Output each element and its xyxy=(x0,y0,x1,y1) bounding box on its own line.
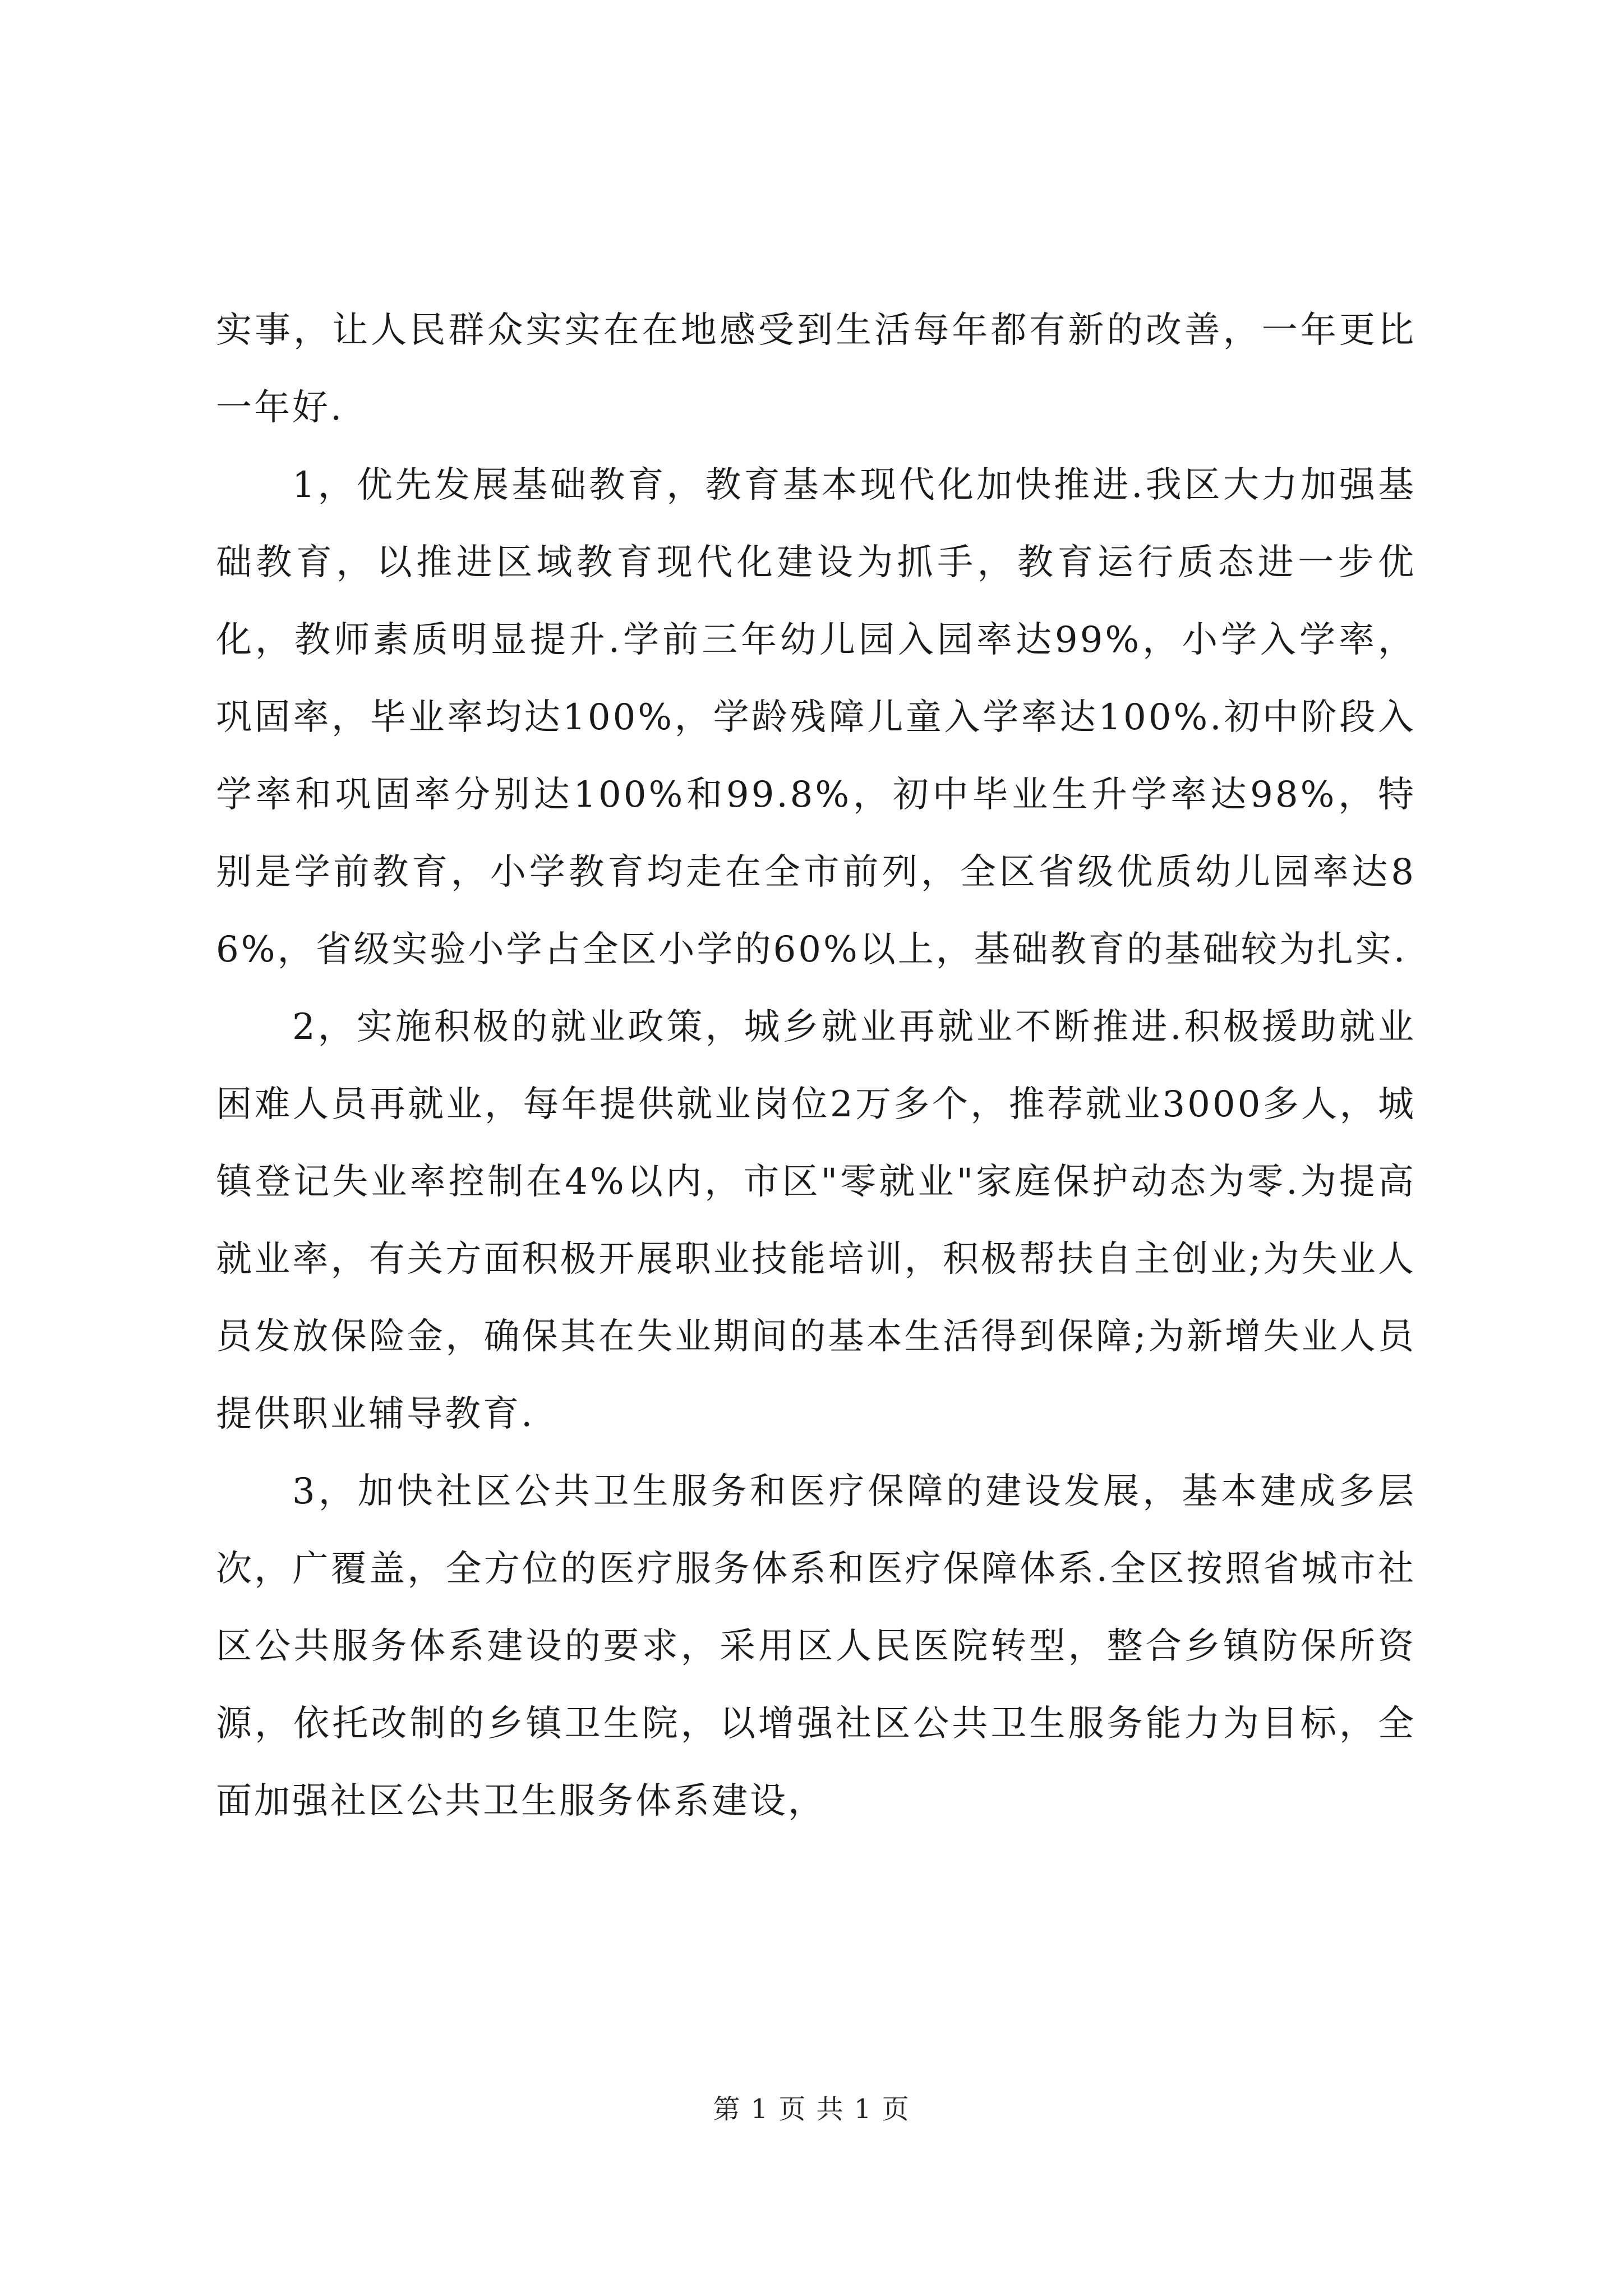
document-body xyxy=(216,292,1416,1840)
page-number-footer: 第 1 页 共 1 页 xyxy=(713,2093,910,2125)
paragraph-education: 1，优先发展基础教育，教育基本现代化加快推进.我区大力加强基础教育，以推进区域教育现代化建设为抓手，教育运行质态进一步优化，教师素质明显提升.学前三年幼儿园入园率达99%，小学入学率，巩固率，毕业率均达100%，学龄残障儿童入学率达100%.初中阶段入学率和巩固率分别达100%和99.8%，初中毕业生升学率达98%，特别是学前教育，小学教育均走在全市前列，全区省级优质幼儿园率达86%，省级实验小学占全区小学的60%以上，基础教育的基础较为扎实. xyxy=(216,464,1416,970)
paragraph-employment: 2，实施积极的就业政策，城乡就业再就业不断推进.积极援助就业困难人员再就业，每年提供就业岗位2万多个，推荐就业3000多人，城镇登记失业率控制在4%以内，市区"零就业"家庭保护动态为零.为提高就业率，有关方面积极开展职业技能培训，积极帮扶自主创业;为失业人员发放保险金，确保其在失业期间的基本生活得到保障;为新增失业人员提供职业辅导教育. xyxy=(216,1006,1416,1435)
paragraph-healthcare: 3，加快社区公共卫生服务和医疗保障的建设发展，基本建成多层次，广覆盖，全方位的医疗服务体系和医疗保障体系.全区按照省城市社区公共服务体系建设的要求，采用区人民医院转型，整合乡镇防保所资源，依托改制的乡镇卫生院，以增强社区公共卫生服务能力为目标，全面加强社区公共卫生服务体系建设， xyxy=(216,1471,1416,1822)
paragraph-intro-continuation: 实事，让人民群众实实在在地感受到生活每年都有新的改善，一年更比一年好. xyxy=(216,310,1416,429)
